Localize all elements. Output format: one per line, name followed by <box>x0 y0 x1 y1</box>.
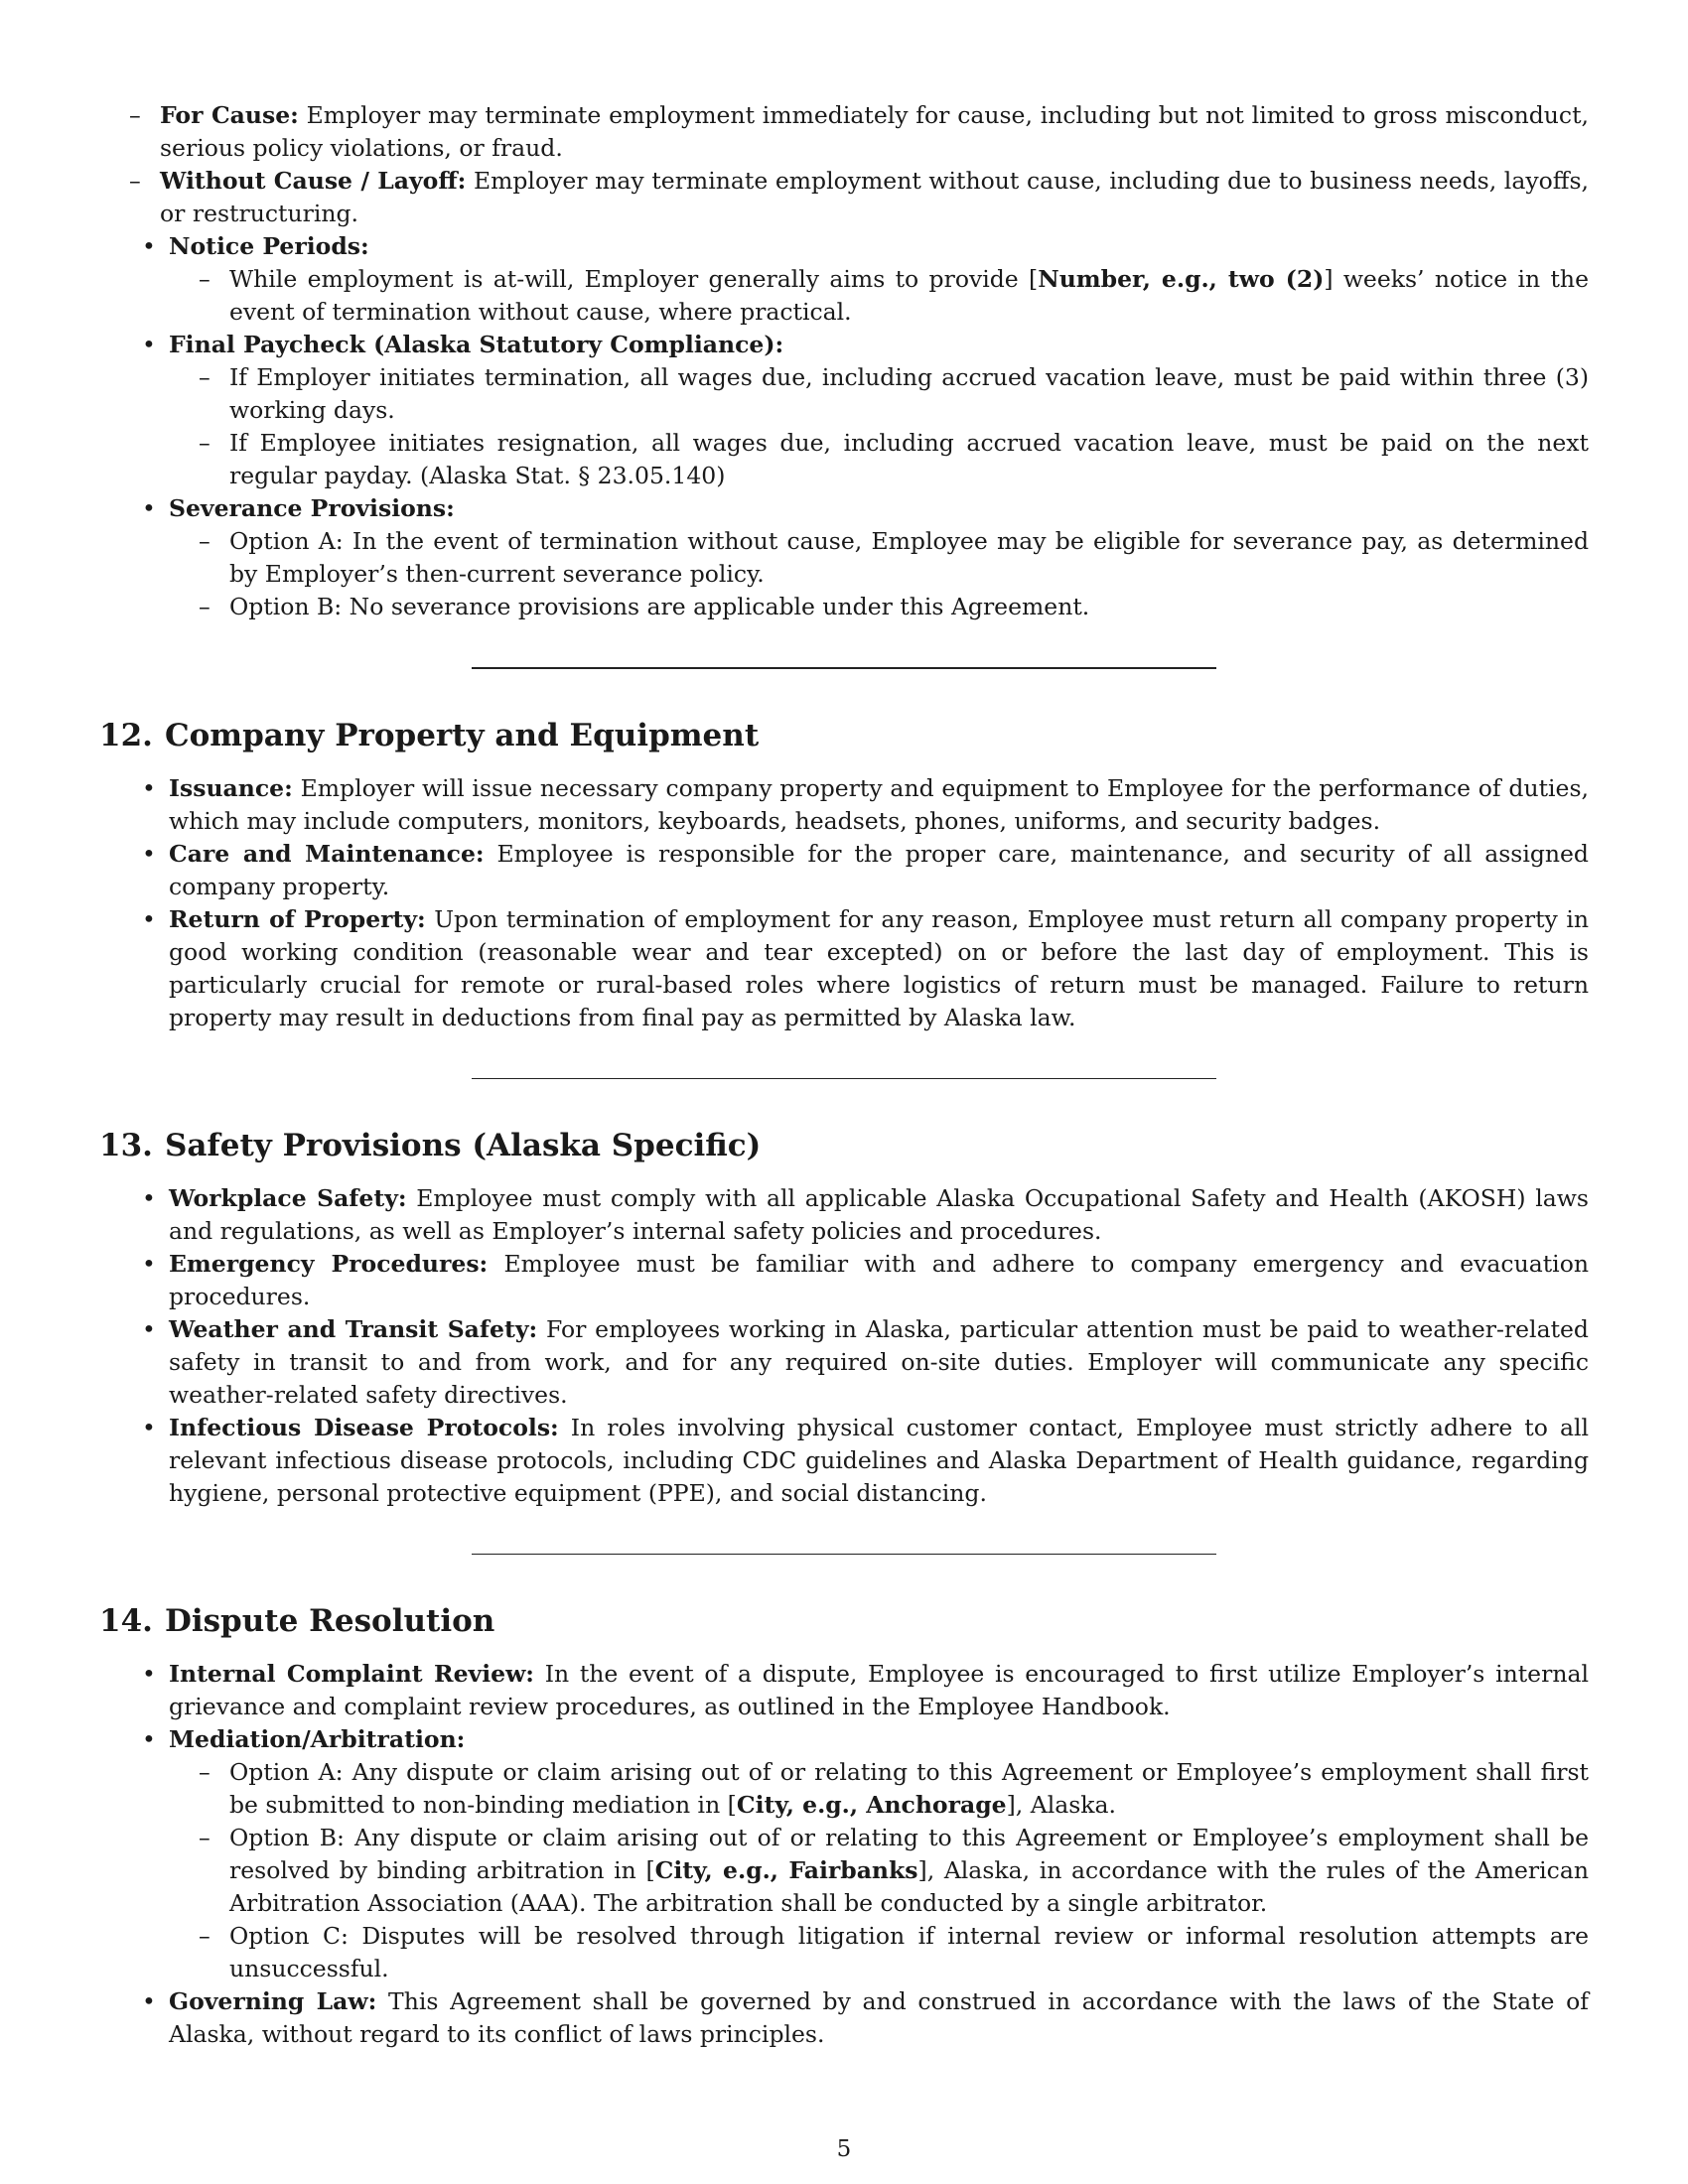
item-text: Employer may terminate employment without cause, including due to business needs, layoffs, or restructuring. <box>160 167 1589 227</box>
list-item: – If Employer initiates termination, all wages due, including accrued vacation leave, must be paid within three (3) working days. <box>169 361 1589 427</box>
section-number: 13. <box>99 1128 153 1163</box>
item-label: Workplace Safety: <box>169 1184 407 1212</box>
item-text: Employer will issue necessary company property and equipment to Employee for the performance of duties, which may include computers, monitors, keyboards, headsets, phones, uniforms, and security badges. <box>169 774 1589 835</box>
section-12-list <box>99 772 1589 1034</box>
list-item <box>99 230 1589 329</box>
list-item: – Option A: In the event of termination without cause, Employee may be eligible for severance pay, as determined by Employer’s then-current severance policy. <box>169 525 1589 591</box>
item-text: ] weeks’ notice in the event of termination without cause, where practical. <box>229 265 1589 326</box>
section-number: 12. <box>99 718 153 753</box>
section-13-list <box>99 1182 1589 1510</box>
list-item <box>99 1248 1589 1313</box>
termination-type-list <box>99 99 1589 230</box>
document-body <box>99 99 1589 2051</box>
item-text: In the event of a dispute, Employee is encouraged to first utilize Employer’s internal grievance and complaint review procedures, as outlined in the Employee Handbook. <box>169 1660 1589 1720</box>
list-item <box>99 838 1589 903</box>
item-text: Option A: Any dispute or claim arising out of or relating to this Agreement or Employee’s employment shall first be submitted to non-binding mediation in [ <box>229 1758 1589 1819</box>
item-label: Without Cause / Layoff: <box>160 167 467 195</box>
item-text: Option B: Any dispute or claim arising out of or relating to this Agreement or Employee’s employment shall be resolved by binding arbitration in [ <box>229 1824 1589 1884</box>
list-item <box>169 263 1589 329</box>
section-divider <box>472 667 1216 669</box>
section-title: Dispute Resolution <box>164 1603 495 1639</box>
item-label: Issuance: <box>169 774 293 802</box>
item-text: Employer may terminate employment immediately for cause, including but not limited to gross misconduct, serious policy violations, or fraud. <box>160 101 1589 162</box>
list-item <box>169 1756 1589 1822</box>
page-number: 5 <box>836 2136 852 2162</box>
list-item <box>99 1313 1589 1412</box>
placeholder-text: City, e.g., Fairbanks <box>654 1856 918 1884</box>
item-label: Infectious Disease Protocols: <box>169 1414 559 1441</box>
placeholder-text: Number, e.g., two (2) <box>1038 265 1325 293</box>
item-label: Mediation/Arbitration: <box>169 1725 466 1753</box>
section-14-list <box>99 1658 1589 2051</box>
item-label: Notice Periods: <box>169 232 369 260</box>
item-label: For Cause: <box>160 101 299 129</box>
sub-list <box>169 361 1589 492</box>
list-item <box>99 1985 1589 2051</box>
section-divider <box>472 1554 1216 1555</box>
item-text: For employees working in Alaska, particular attention must be paid to weather-related safety in transit to and from work, and for any required on-site duties. Employer will communicate any specific weather-related safety directives. <box>169 1315 1589 1409</box>
list-item <box>99 165 1589 230</box>
list-item: – Option B: No severance provisions are applicable under this Agreement. <box>169 591 1589 623</box>
list-item <box>99 903 1589 1034</box>
item-text: Employee is responsible for the proper care, maintenance, and security of all assigned company property. <box>169 840 1589 900</box>
list-item <box>99 492 1589 623</box>
document-page <box>99 99 1589 2051</box>
list-item <box>99 1182 1589 1248</box>
item-label: Severance Provisions: <box>169 494 455 522</box>
item-text: ], Alaska. <box>1006 1791 1116 1819</box>
item-label: Governing Law: <box>169 1987 377 2015</box>
list-item <box>99 1723 1589 1985</box>
item-text: ], Alaska, in accordance with the rules of the American Arbitration Association (AAA). The arbitration shall be conducted by a single arbitrator. <box>229 1856 1589 1917</box>
placeholder-text: City, e.g., Anchorage <box>736 1791 1007 1819</box>
item-text: While employment is at-will, Employer generally aims to provide [ <box>229 265 1039 293</box>
sub-list <box>169 263 1589 329</box>
item-label: Internal Complaint Review: <box>169 1660 534 1688</box>
item-label: Emergency Procedures: <box>169 1250 489 1278</box>
item-text: Employee must be familiar with and adhere to company emergency and evacuation procedures. <box>169 1250 1589 1310</box>
item-label: Care and Maintenance: <box>169 840 485 868</box>
item-label: Return of Property: <box>169 905 426 933</box>
section-divider <box>472 1078 1216 1079</box>
item-text: Upon termination of employment for any reason, Employee must return all company property in good working condition (reasonable wear and tear excepted) on or before the last day of employment. This is particularly crucial for remote or rural-based roles where logistics of return must be managed. Failure to return property may result in deductions from final pay as permitted by Alaska law. <box>169 905 1589 1031</box>
list-item: – If Employee initiates resignation, all wages due, including accrued vacation leave, must be paid on the next regular payday. (Alaska Stat. § 23.05.140) <box>169 427 1589 492</box>
termination-details-list <box>99 230 1589 623</box>
item-text: Employee must comply with all applicable Alaska Occupational Safety and Health (AKOSH) laws and regulations, as well as Employer’s internal safety policies and procedures. <box>169 1184 1589 1245</box>
list-item <box>169 1822 1589 1920</box>
item-label: Weather and Transit Safety: <box>169 1315 538 1343</box>
section-heading-13 <box>99 1127 1589 1164</box>
item-text: In roles involving physical customer contact, Employee must strictly adhere to all relevant infectious disease protocols, including CDC guidelines and Alaska Department of Health guidance, regarding hygiene, personal protective equipment (PPE), and social distancing. <box>169 1414 1589 1507</box>
item-text: This Agreement shall be governed by and construed in accordance with the laws of the State of Alaska, without regard to its conflict of laws principles. <box>169 1987 1589 2048</box>
section-heading-14 <box>99 1602 1589 1640</box>
list-item <box>99 99 1589 165</box>
list-item <box>99 329 1589 492</box>
section-heading-12 <box>99 717 1589 754</box>
section-title: Company Property and Equipment <box>164 718 760 753</box>
section-number: 14. <box>99 1603 153 1639</box>
list-item <box>99 772 1589 838</box>
sub-list <box>169 1756 1589 1985</box>
sub-list <box>169 525 1589 623</box>
list-item: – Option C: Disputes will be resolved through litigation if internal review or informal resolution attempts are unsuccessful. <box>169 1920 1589 1985</box>
item-label: Final Paycheck (Alaska Statutory Compliance): <box>169 331 784 358</box>
list-item <box>99 1658 1589 1723</box>
section-title: Safety Provisions (Alaska Specific) <box>164 1128 762 1163</box>
list-item <box>99 1412 1589 1510</box>
